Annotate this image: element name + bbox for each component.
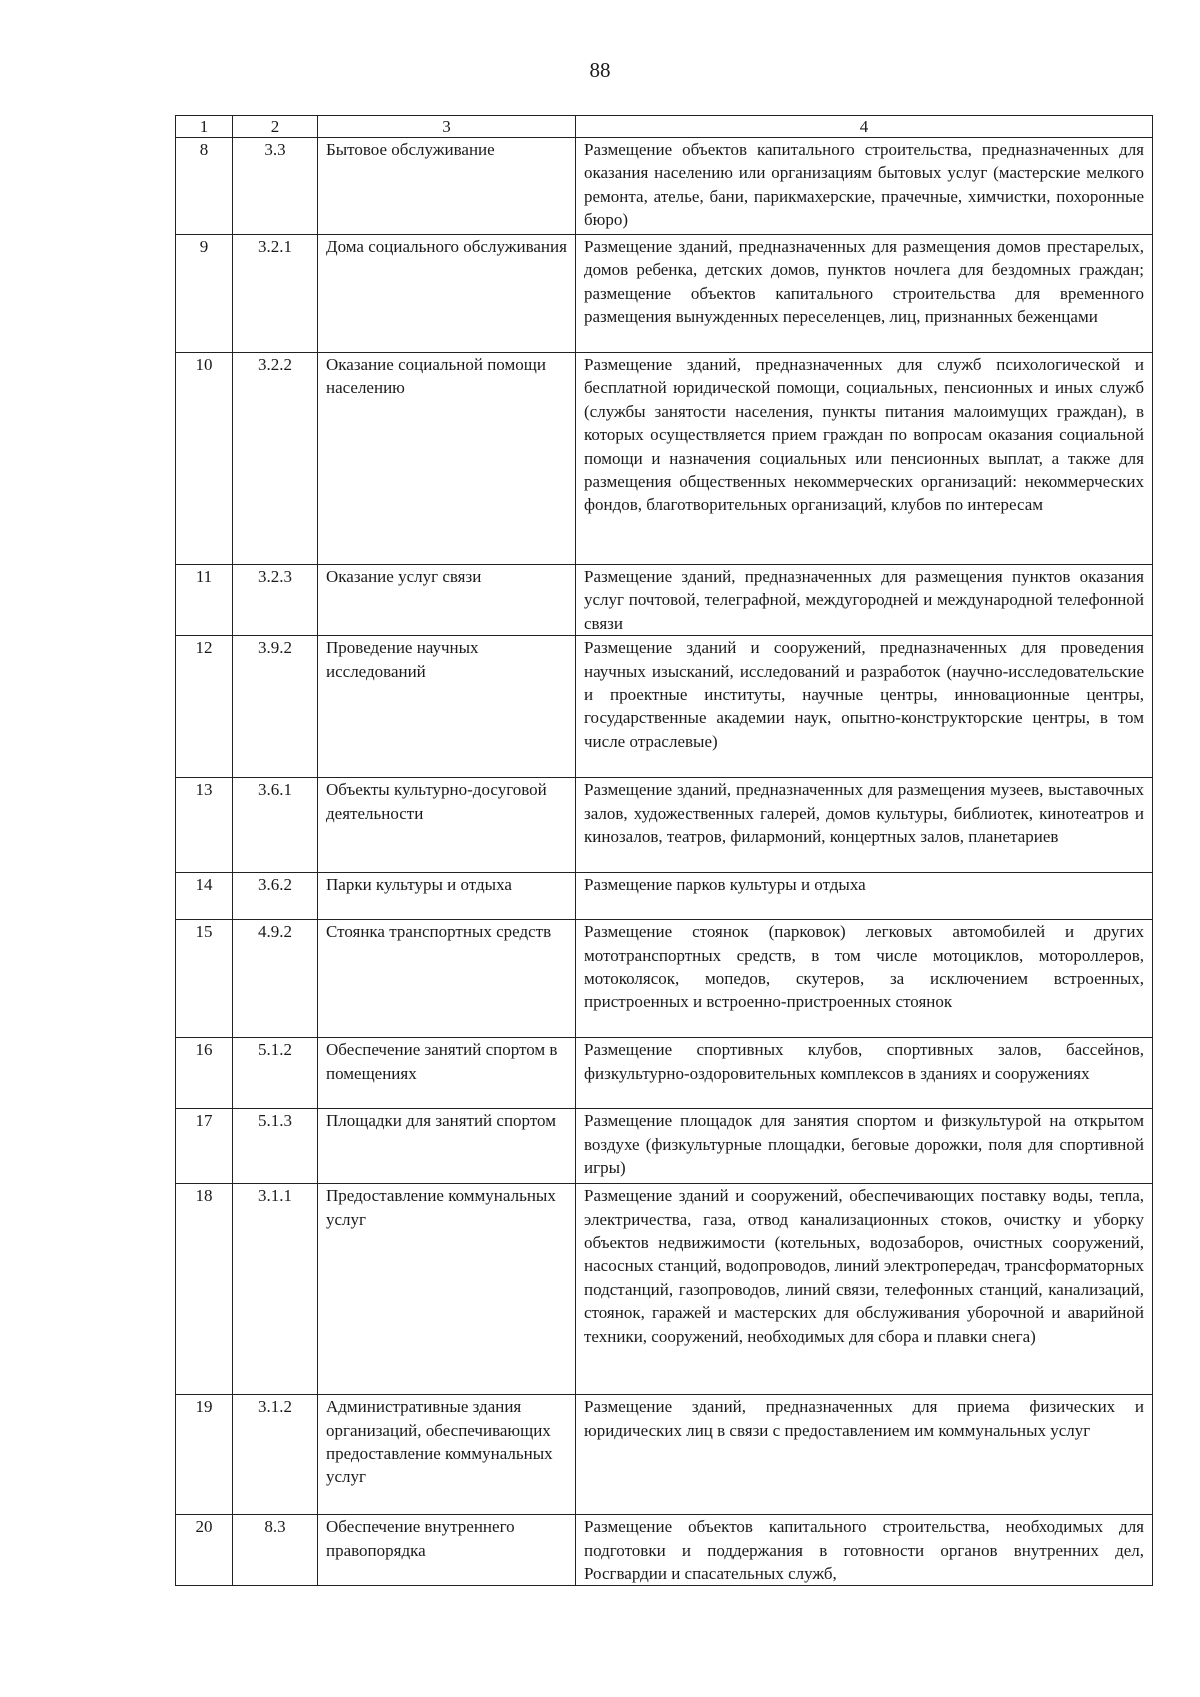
row-code: 3.2.2	[233, 353, 318, 565]
row-name: Оказание социальной помощи населению	[318, 353, 576, 565]
table-row	[176, 235, 1153, 353]
table-row	[176, 565, 1153, 636]
row-number: 8	[176, 138, 233, 235]
row-number: 19	[176, 1395, 233, 1515]
row-name: Парки культуры и отдыха	[318, 873, 576, 920]
row-code: 4.9.2	[233, 920, 318, 1038]
table-row	[176, 138, 1153, 235]
column-header: 3	[318, 116, 576, 138]
column-header: 2	[233, 116, 318, 138]
row-code: 3.9.2	[233, 636, 318, 778]
row-description: Размещение объектов капитального строительства, предназначенных для оказания населению или организациям бытовых услуг (мастерские мелкого ремонта, ателье, бани, парикмахерские, прачечные, химчистки, похоронные бюро)	[576, 138, 1153, 235]
row-description: Размещение парков культуры и отдыха	[576, 873, 1153, 920]
row-number: 13	[176, 778, 233, 873]
row-number: 9	[176, 235, 233, 353]
row-description: Размещение зданий, предназначенных для размещения музеев, выставочных залов, художественных галерей, домов культуры, библиотек, кинотеатров и кинозалов, театров, филармоний, концертных залов, планетариев	[576, 778, 1153, 873]
row-name: Административные здания организаций, обеспечивающих предоставление коммунальных услуг	[318, 1395, 576, 1515]
table-row	[176, 1515, 1153, 1586]
row-number: 15	[176, 920, 233, 1038]
row-code: 3.6.1	[233, 778, 318, 873]
row-code: 3.2.3	[233, 565, 318, 636]
row-description: Размещение стоянок (парковок) легковых автомобилей и других мототранспортных средств, в том числе мотоциклов, мотороллеров, мотоколясок, мопедов, скутеров, за исключением встроенных, пристроенных и встроенно-пристроенных стоянок	[576, 920, 1153, 1038]
row-number: 12	[176, 636, 233, 778]
row-name: Обеспечение внутреннего правопорядка	[318, 1515, 576, 1586]
row-name: Объекты культурно-досуговой деятельности	[318, 778, 576, 873]
row-name: Дома социального обслуживания	[318, 235, 576, 353]
table-header-row	[176, 116, 1153, 138]
table-row	[176, 873, 1153, 920]
table-row	[176, 778, 1153, 873]
table-row	[176, 920, 1153, 1038]
row-number: 11	[176, 565, 233, 636]
column-header: 1	[176, 116, 233, 138]
table-row	[176, 353, 1153, 565]
column-header: 4	[576, 116, 1153, 138]
row-description: Размещение зданий и сооружений, обеспечивающих поставку воды, тепла, электричества, газа, отвод канализационных стоков, очистку и уборку объектов недвижимости (котельных, водозаборов, очистных сооружений, насосных станций, водопроводов, линий электропередач, трансформаторных подстанций, газопроводов, линий связи, телефонных станций, канализаций, стоянок, гаражей и мастерских для обслуживания уборочной и аварийной техники, сооружений, необходимых для сбора и плавки снега)	[576, 1184, 1153, 1395]
row-name: Оказание услуг связи	[318, 565, 576, 636]
row-description: Размещение объектов капитального строительства, необходимых для подготовки и поддержания в готовности органов внутренних дел, Росгвардии и спасательных служб,	[576, 1515, 1153, 1586]
row-description: Размещение зданий, предназначенных для служб психологической и бесплатной юридической помощи, социальных, пенсионных и иных служб (службы занятости населения, пункты питания малоимущих граждан), в которых осуществляется прием граждан по вопросам оказания социальной помощи и назначения социальных или пенсионных выплат, а также для размещения общественных некоммерческих организаций: некоммерческих фондов, благотворительных организаций, клубов по интересам	[576, 353, 1153, 565]
row-name: Обеспечение занятий спортом в помещениях	[318, 1038, 576, 1109]
row-code: 5.1.3	[233, 1109, 318, 1184]
table-row	[176, 1184, 1153, 1395]
row-code: 3.3	[233, 138, 318, 235]
row-number: 18	[176, 1184, 233, 1395]
table-row	[176, 636, 1153, 778]
row-code: 5.1.2	[233, 1038, 318, 1109]
land-use-table	[175, 115, 1153, 1586]
table-row	[176, 1038, 1153, 1109]
row-code: 3.1.2	[233, 1395, 318, 1515]
row-code: 3.6.2	[233, 873, 318, 920]
row-description: Размещение спортивных клубов, спортивных залов, бассейнов, физкультурно-оздоровительных комплексов в зданиях и сооружениях	[576, 1038, 1153, 1109]
table-row	[176, 1395, 1153, 1515]
row-description: Размещение зданий, предназначенных для размещения домов престарелых, домов ребенка, детских домов, пунктов ночлега для бездомных граждан; размещение объектов капитального строительства для временного размещения вынужденных переселенцев, лиц, признанных беженцами	[576, 235, 1153, 353]
row-number: 16	[176, 1038, 233, 1109]
row-code: 8.3	[233, 1515, 318, 1586]
row-number: 20	[176, 1515, 233, 1586]
row-code: 3.1.1	[233, 1184, 318, 1395]
row-name: Стоянка транспортных средств	[318, 920, 576, 1038]
row-description: Размещение зданий и сооружений, предназначенных для проведения научных изысканий, исследований и разработок (научно-исследовательские и проектные институты, научные центры, инновационные центры, государственные академии наук, опытно-конструкторские центры, в том числе отраслевые)	[576, 636, 1153, 778]
row-name: Площадки для занятий спортом	[318, 1109, 576, 1184]
row-description: Размещение площадок для занятия спортом и физкультурой на открытом воздухе (физкультурные площадки, беговые дорожки, поля для спортивной игры)	[576, 1109, 1153, 1184]
table-row	[176, 1109, 1153, 1184]
page-number: 88	[589, 58, 611, 82]
row-number: 17	[176, 1109, 233, 1184]
row-number: 14	[176, 873, 233, 920]
row-description: Размещение зданий, предназначенных для приема физических и юридических лиц в связи с предоставлением им коммунальных услуг	[576, 1395, 1153, 1515]
row-name: Предоставление коммунальных услуг	[318, 1184, 576, 1395]
row-description: Размещение зданий, предназначенных для размещения пунктов оказания услуг почтовой, телеграфной, междугородней и международной телефонной связи	[576, 565, 1153, 636]
row-number: 10	[176, 353, 233, 565]
row-code: 3.2.1	[233, 235, 318, 353]
row-name: Проведение научных исследований	[318, 636, 576, 778]
row-name: Бытовое обслуживание	[318, 138, 576, 235]
